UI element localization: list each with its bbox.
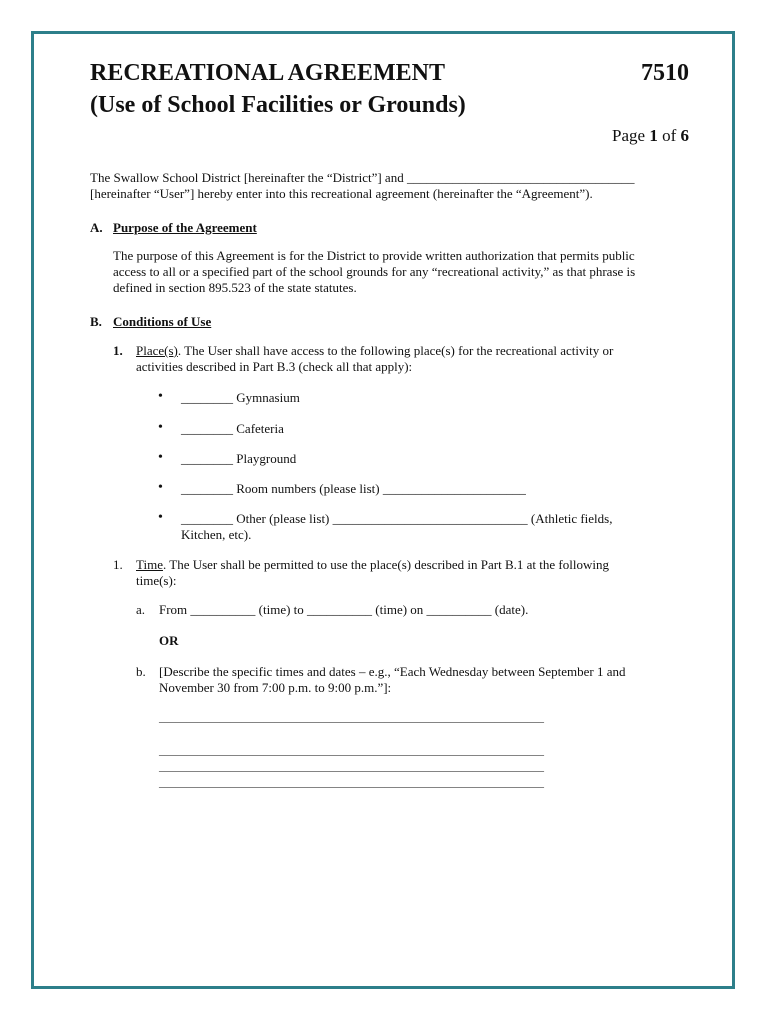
page-indicator [612, 126, 689, 146]
item-places-line2: activities described in Part B.3 (check all that apply): [136, 359, 413, 374]
intro-line2: [hereinafter “User”] hereby enter into this recreational agreement (hereinafter the “Agreement”). [90, 186, 593, 201]
bullet-dot: • [158, 420, 163, 435]
page-total: 6 [680, 126, 689, 145]
checklist-gymnasium: ________ Gymnasium [181, 390, 300, 405]
item-time-text: . The User shall be permitted to use the place(s) described in Part B.1 at the following [162, 557, 609, 572]
item-time-number: 1. [113, 557, 123, 572]
section-a-letter: A. [90, 220, 103, 235]
document-title-line1: RECREATIONAL AGREEMENT [90, 60, 445, 86]
item-time-line2: time(s): [136, 573, 177, 588]
intro-line1: The Swallow School District [hereinafter the “District”] and ___________________________________ [90, 170, 635, 185]
item-time-label: Time [136, 557, 163, 572]
section-a-line3: defined in section 895.523 of the state statutes. [113, 280, 357, 295]
sub-b-line1: [Describe the specific times and dates – e.g., “Each Wednesday between September 1 and [159, 664, 626, 679]
sub-a-letter: a. [136, 602, 146, 617]
blank-line-2: ______________________________________________________________________ [159, 745, 544, 757]
section-b-heading: Conditions of Use [113, 314, 212, 329]
blank-line-3: ______________________________________________________________________ [159, 761, 544, 773]
bullet-dot: • [158, 480, 163, 495]
item-time-line1 [136, 557, 609, 573]
page-prefix: Page [612, 126, 650, 145]
document-title-line2: (Use of School Facilities or Grounds) [90, 92, 466, 118]
checklist-cafeteria: ________ Cafeteria [181, 421, 284, 436]
sub-b-line2: November 30 from 7:00 p.m. to 9:00 p.m.”]: [159, 680, 392, 695]
bullet-dot: • [158, 510, 163, 525]
page-of: of [657, 126, 681, 145]
checklist-playground: ________ Playground [181, 451, 297, 466]
sub-b-letter: b. [136, 664, 146, 679]
form-number: 7510 [641, 60, 689, 86]
bullet-dot: • [158, 450, 163, 465]
checklist-other-continued: Kitchen, etc). [181, 527, 252, 542]
bullet-dot: • [158, 389, 163, 404]
item-places-line1 [136, 343, 613, 359]
checklist-room-numbers: ________ Room numbers (please list) ______________________ [181, 481, 526, 496]
checklist-other: ________ Other (please list) ______________________________ (Athletic fields, [181, 511, 613, 526]
page-current: 1 [649, 126, 658, 145]
section-a-line2: access to all or a specified part of the school grounds for any “recreational activity,” as that phrase is [113, 264, 636, 279]
item-places-text: . The User shall have access to the following place(s) for the recreational activity or [177, 343, 614, 358]
item-places-number: 1. [113, 343, 123, 358]
blank-line-1: ______________________________________________________________________ [159, 712, 544, 724]
sub-a-text: From __________ (time) to __________ (time) on __________ (date). [159, 602, 529, 617]
or-label: OR [159, 633, 179, 648]
section-b-letter: B. [90, 314, 102, 329]
section-a-heading: Purpose of the Agreement [113, 220, 257, 235]
section-a-line1: The purpose of this Agreement is for the District to provide written authorization that permits public [113, 248, 635, 263]
blank-line-4: ______________________________________________________________________ [159, 777, 544, 789]
item-places-label: Place(s) [136, 343, 178, 358]
